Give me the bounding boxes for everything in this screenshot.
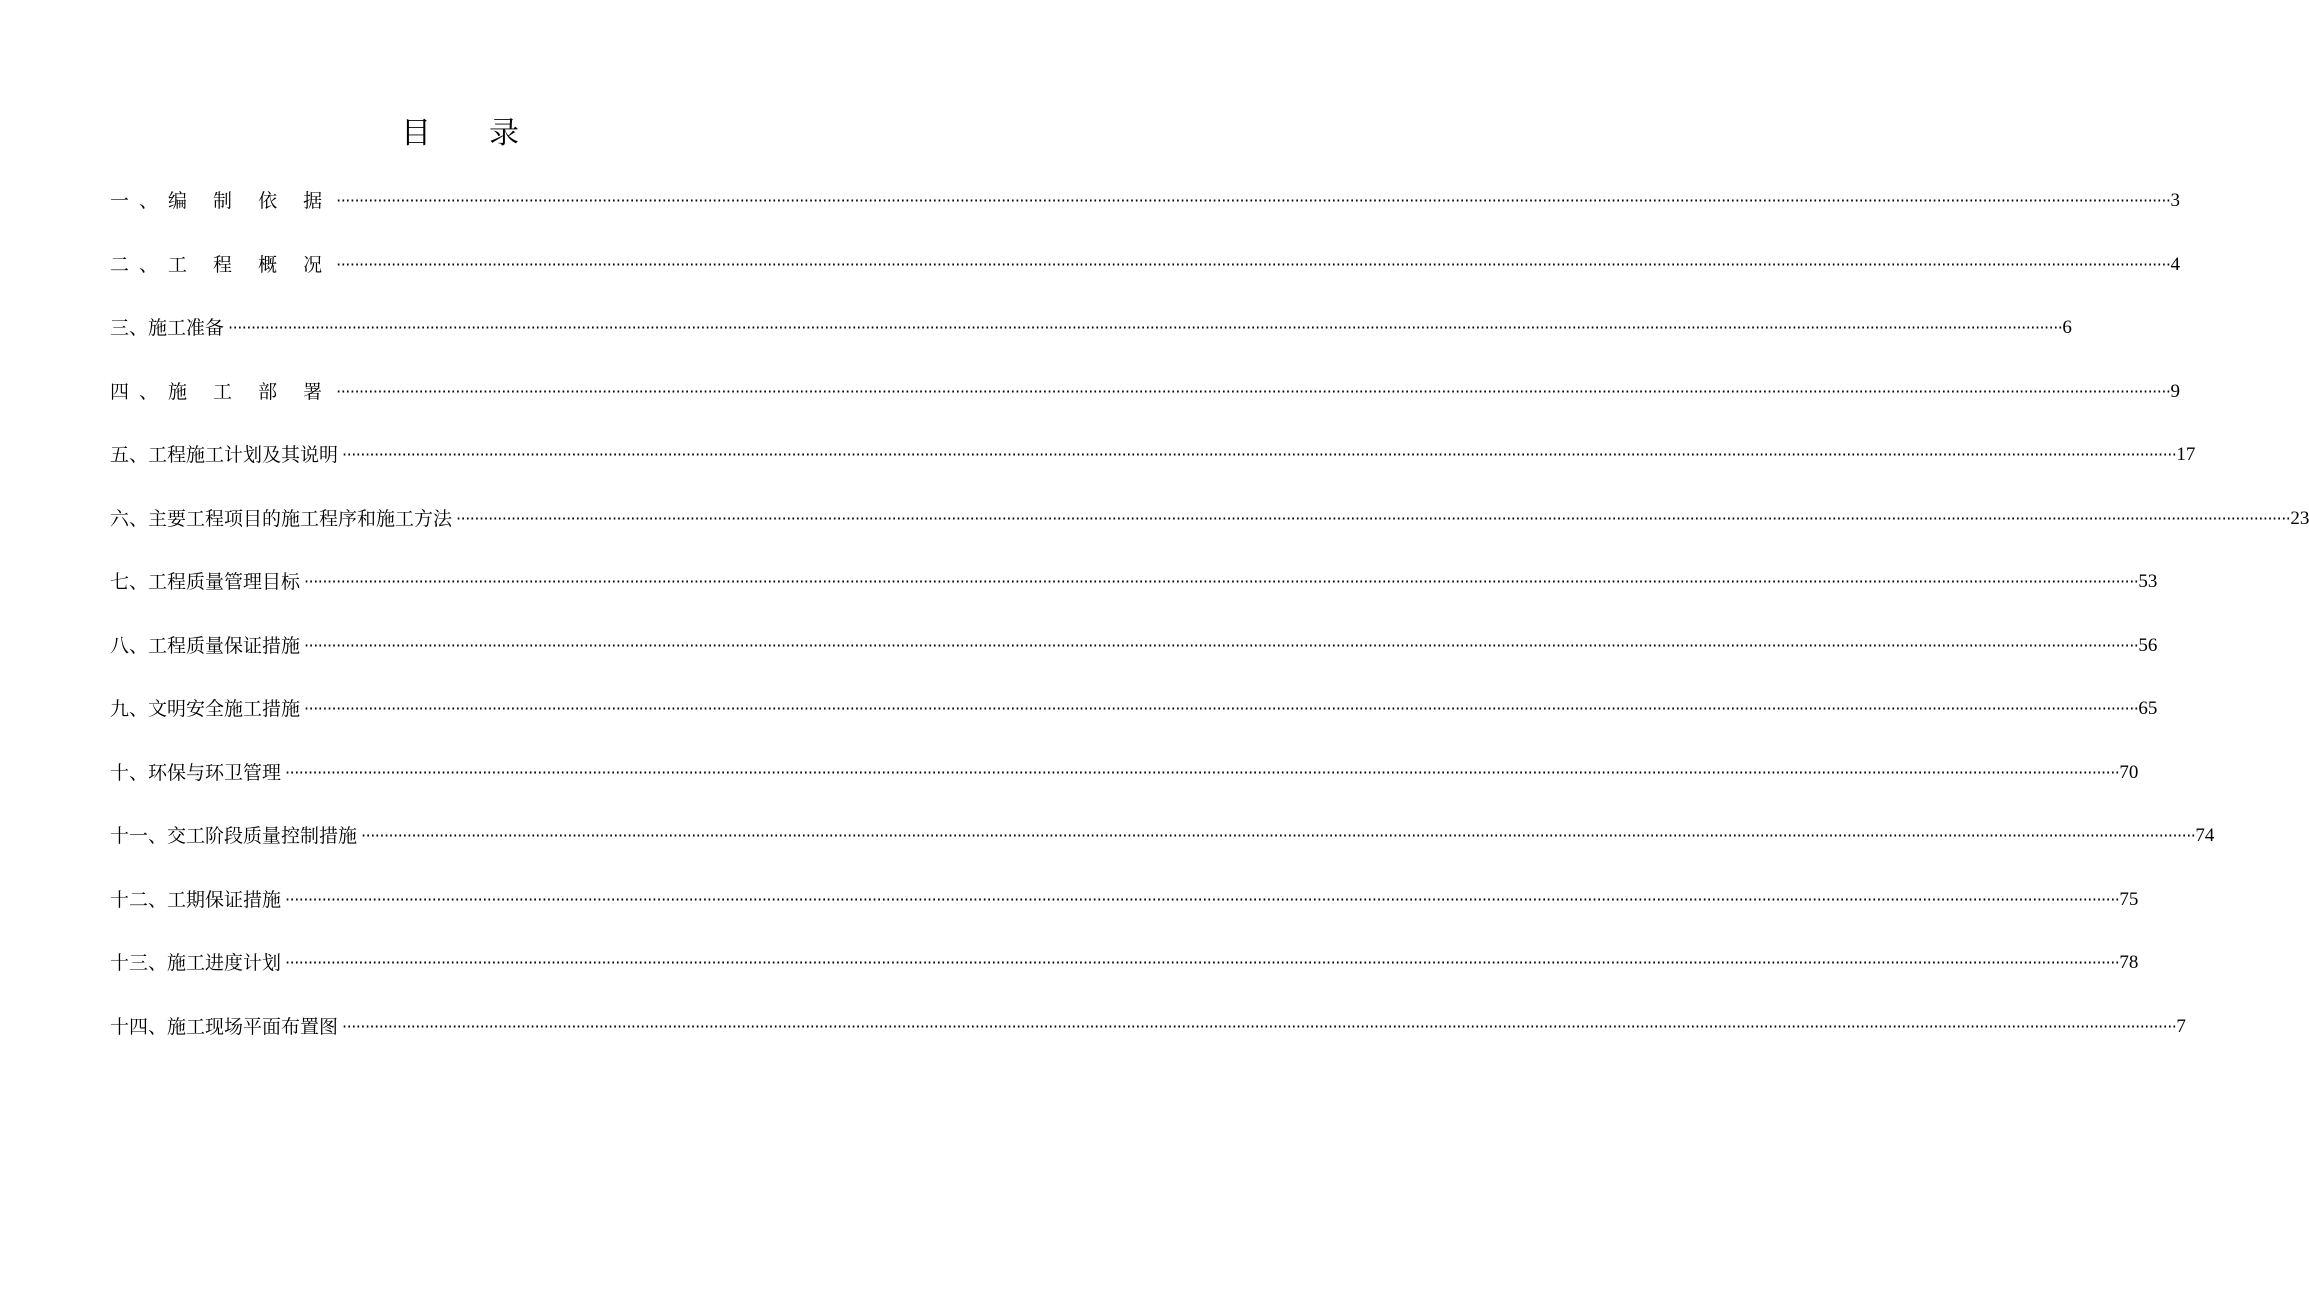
toc-entry-label: 十一、交工阶段质量控制措施 [110,825,358,847]
title-char-2: 录 [489,116,519,151]
toc-entry-label: 十四、施工现场平面布置图 [110,1015,339,1038]
toc-entry-page-number: 6 [2062,317,2072,338]
toc-entry[interactable] [110,307,2072,371]
toc-entry[interactable] [110,1006,2186,1070]
toc-entry-label: 十三、施工进度计划 [110,952,282,974]
toc-entry[interactable] [110,815,2215,879]
toc-entry-leader-dots: ················································································································································································································································································································································································································ [456,508,2291,528]
toc-entry[interactable] [110,688,2158,752]
toc-entry-leader-dots: ················································································································································································································································································································································································································ [361,826,2196,845]
toc-entry-page-number: 78 [2119,952,2139,973]
toc-entry[interactable] [110,752,2139,816]
toc-entry-page-number: 56 [2138,634,2158,656]
toc-entry-label: 二、工 程 概 况 [110,253,333,276]
toc-entry[interactable] [110,625,2158,689]
toc-entry-label: 一、编 制 依 据 [110,190,333,212]
toc-entry-page-number: 4 [2170,253,2180,275]
toc-entry-page-number: 17 [2176,444,2196,465]
toc-entry-leader-dots: ················································································································································································································································································································································································································ [342,445,2177,464]
toc-entry-page-number: 70 [2119,761,2139,783]
toc-entry[interactable] [110,879,2139,943]
page-title [0,112,920,156]
toc-entry-label: 六、主要工程项目的施工程序和施工方法 [110,507,453,530]
toc-entry-label: 四、施 工 部 署 [110,380,333,403]
toc-entry-page-number: 75 [2119,888,2139,910]
toc-entry-leader-dots: ················································································································································································································································································································································································································ [285,953,2120,972]
toc-entry-leader-dots: ················································································································································································································································································································································································································ [285,889,2120,909]
toc-entry-leader-dots: ················································································································································································································································································································································································································ [304,635,2139,655]
toc-entry-label: 五、工程施工计划及其说明 [110,444,339,466]
toc-entry[interactable] [110,942,2139,1006]
toc-entry-label: 七、工程质量管理目标 [110,571,301,593]
title-char-1: 目 [401,116,431,151]
toc-entry-page-number: 7 [2176,1015,2186,1037]
toc-entry-page-number: 65 [2138,698,2158,719]
table-of-contents [110,180,2309,1069]
toc-entry[interactable] [110,498,2309,562]
toc-entry-leader-dots: ················································································································································································································································································································································································································ [336,254,2171,274]
toc-entry-leader-dots: ················································································································································································································································································································································································································ [342,1016,2177,1036]
toc-entry-leader-dots: ················································································································································································································································································································································································································ [336,381,2171,401]
toc-entry[interactable] [110,561,2158,625]
toc-entry-page-number: 53 [2138,571,2158,592]
toc-entry-label: 三、施工准备 [110,317,225,339]
toc-entry-leader-dots: ················································································································································································································································································································································································································ [285,762,2120,782]
toc-entry-page-number: 23 [2290,507,2309,529]
toc-entry-leader-dots: ················································································································································································································································································································································································································ [304,699,2139,718]
toc-entry-page-number: 3 [2170,190,2180,211]
toc-entry-page-number: 74 [2195,825,2215,846]
toc-entry[interactable] [110,180,2180,244]
toc-entry-label: 八、工程质量保证措施 [110,634,301,657]
toc-entry-leader-dots: ················································································································································································································································································································································································································ [336,191,2171,210]
toc-entry-page-number: 9 [2170,380,2180,402]
toc-entry-label: 九、文明安全施工措施 [110,698,301,720]
toc-entry[interactable] [110,434,2196,498]
toc-entry-leader-dots: ················································································································································································································································································································································································································ [228,318,2063,337]
toc-entry[interactable] [110,371,2180,435]
toc-entry[interactable] [110,244,2180,308]
toc-entry-label: 十、环保与环卫管理 [110,761,282,784]
toc-entry-label: 十二、工期保证措施 [110,888,282,911]
toc-entry-leader-dots: ················································································································································································································································································································································································································ [304,572,2139,591]
